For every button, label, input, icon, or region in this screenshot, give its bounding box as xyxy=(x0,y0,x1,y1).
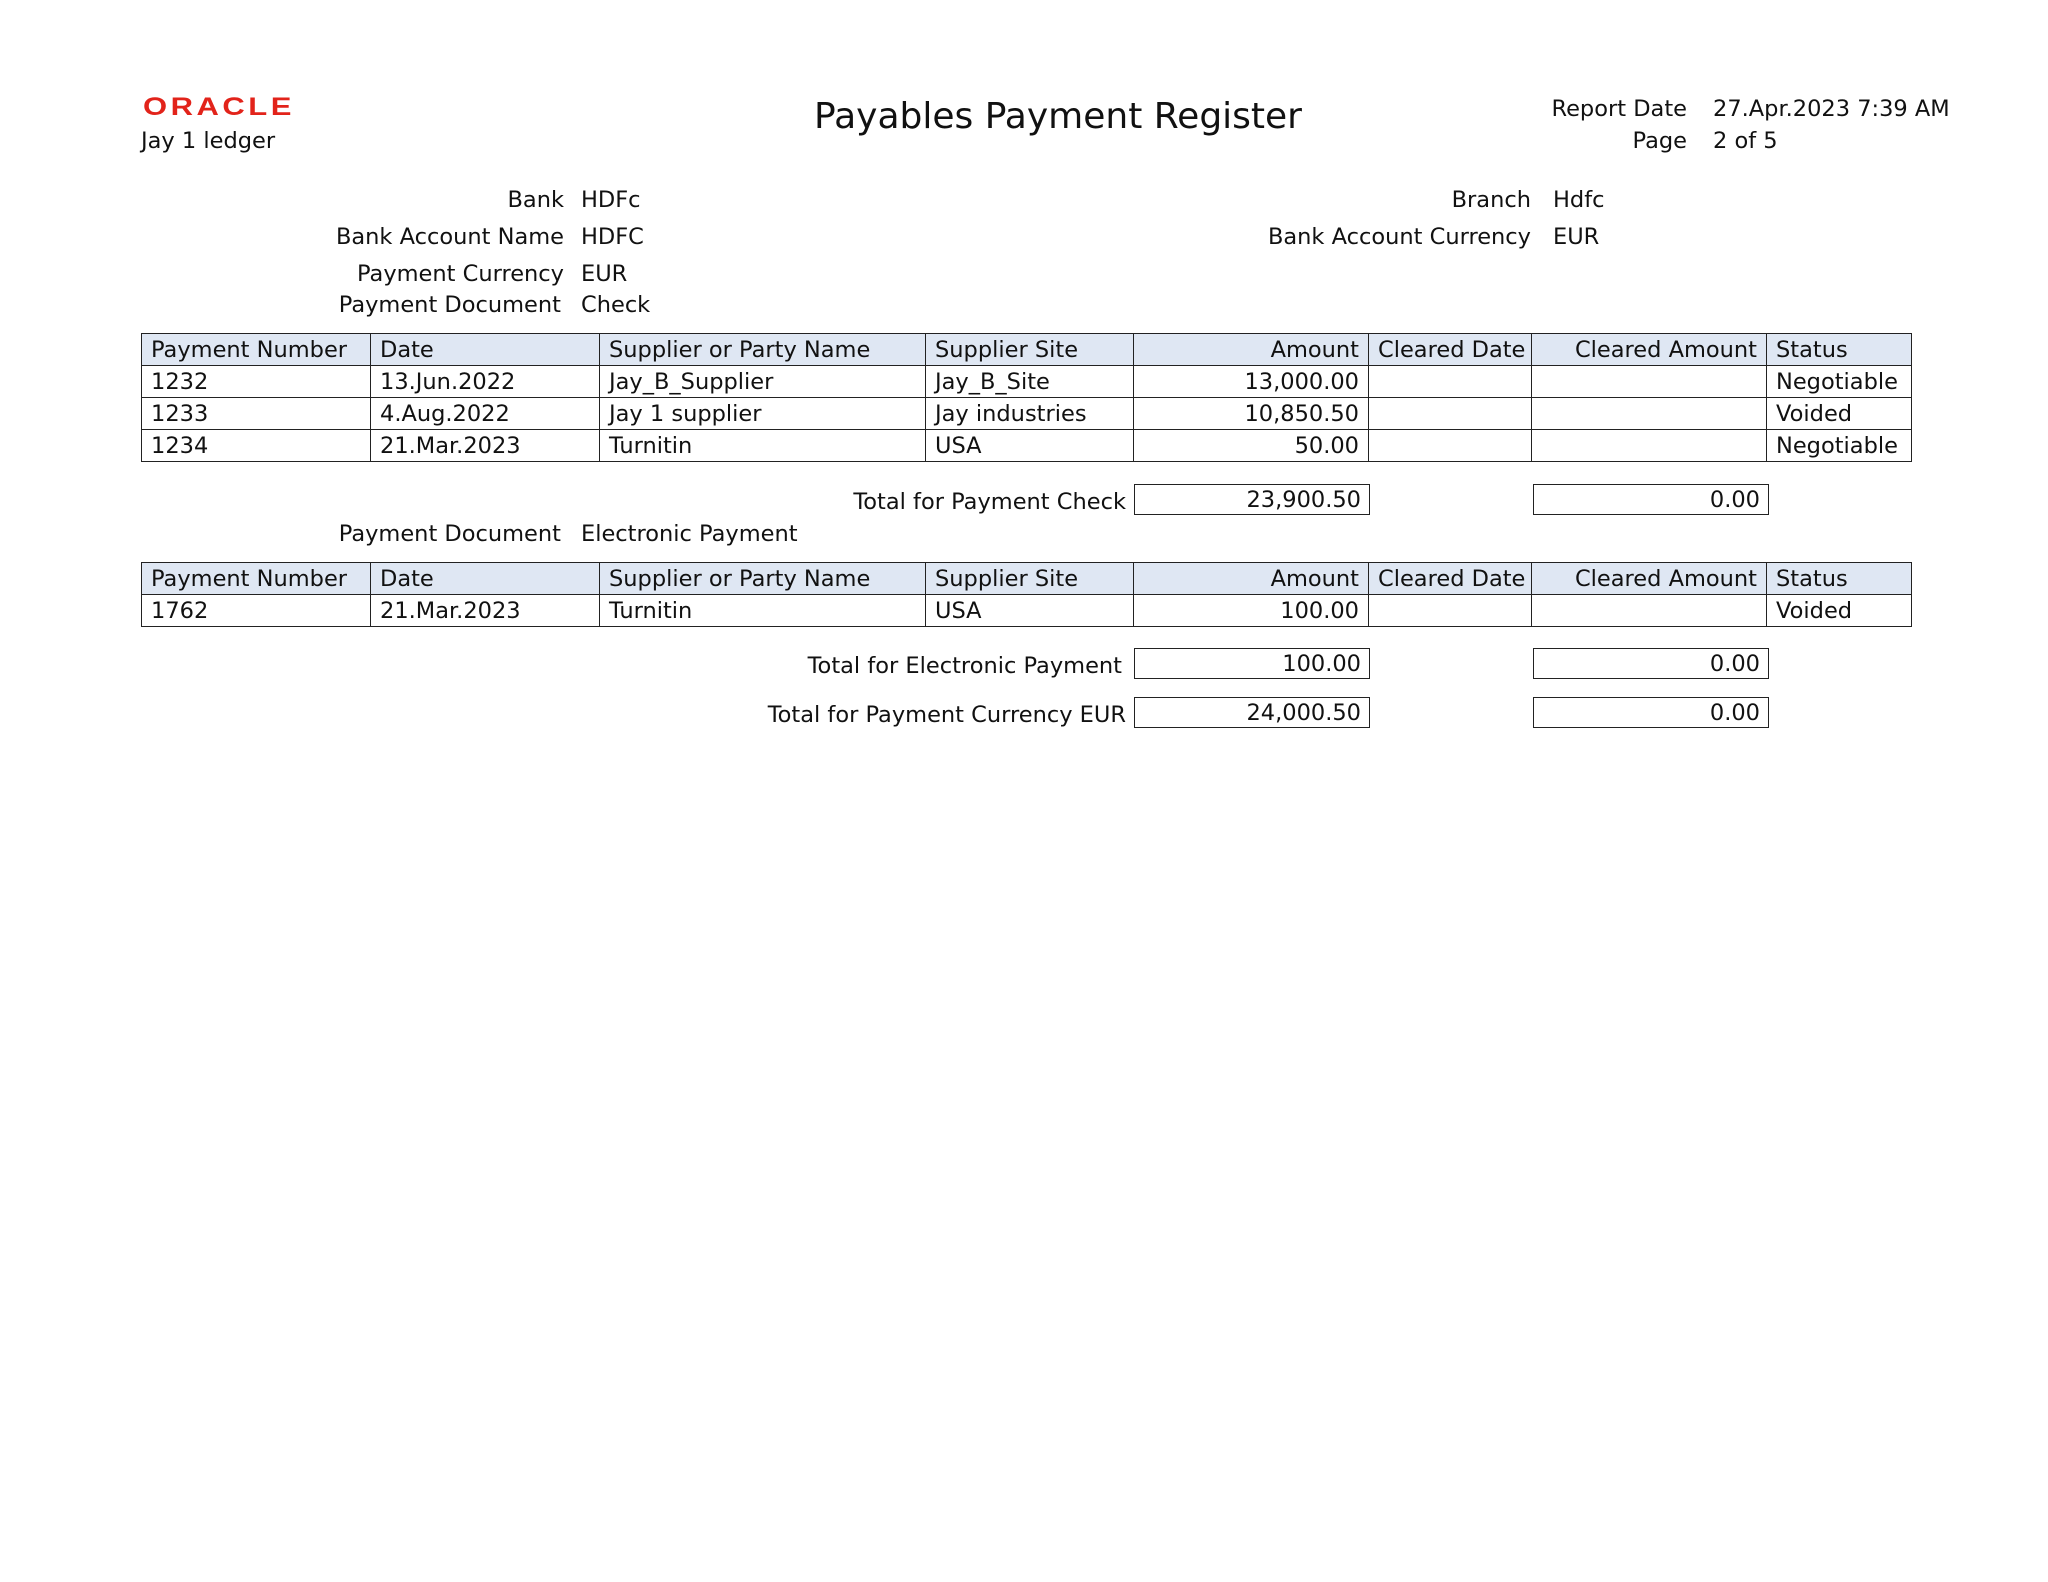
oracle-logo: ORACLE xyxy=(143,92,295,121)
col-cleared-date: Cleared Date xyxy=(1369,334,1532,366)
payment-currency-label: Payment Currency xyxy=(356,261,564,287)
table-row xyxy=(142,430,1912,462)
bank-value: HDFc xyxy=(581,187,641,213)
payment-number-cell: 1232 xyxy=(142,366,371,398)
cleared-date-cell xyxy=(1369,430,1532,462)
col-cleared-date: Cleared Date xyxy=(1369,563,1532,595)
status-cell: Voided xyxy=(1767,398,1912,430)
date-cell: 4.Aug.2022 xyxy=(371,398,600,430)
payment-currency-value: EUR xyxy=(581,261,628,287)
col-supplier-site: Supplier Site xyxy=(926,334,1134,366)
total-currency-amount: 24,000.50 xyxy=(1134,697,1370,728)
total-check-amount: 23,900.50 xyxy=(1134,484,1370,515)
supplier-name-cell: Turnitin xyxy=(600,430,926,462)
total-currency-label: Total for Payment Currency EUR xyxy=(767,702,1126,728)
report-date-label: Report Date xyxy=(1551,96,1687,122)
total-check-label: Total for Payment Check xyxy=(853,489,1126,515)
payment-document-label: Payment Document xyxy=(338,521,561,547)
table-row xyxy=(142,366,1912,398)
table-row xyxy=(142,398,1912,430)
check-payments-table xyxy=(141,333,1912,462)
bank-account-currency-label: Bank Account Currency xyxy=(1267,224,1531,250)
report-date-value: 27.Apr.2023 7:39 AM xyxy=(1713,96,1950,122)
amount-cell: 50.00 xyxy=(1134,430,1369,462)
payment-document-value: Electronic Payment xyxy=(581,521,798,547)
total-currency-cleared-amount: 0.00 xyxy=(1533,697,1769,728)
supplier-site-cell: Jay_B_Site xyxy=(926,366,1134,398)
electronic-payments-table xyxy=(141,562,1912,627)
cleared-date-cell xyxy=(1369,595,1532,627)
total-electronic-cleared-amount: 0.00 xyxy=(1533,648,1769,679)
bank-label: Bank xyxy=(507,187,564,213)
col-date: Date xyxy=(371,563,600,595)
table-header-row xyxy=(142,334,1912,366)
cleared-amount-cell xyxy=(1532,595,1767,627)
supplier-name-cell: Jay_B_Supplier xyxy=(600,366,926,398)
bank-account-currency-value: EUR xyxy=(1553,224,1600,250)
page-title: Payables Payment Register xyxy=(814,96,1302,137)
col-supplier-name: Supplier or Party Name xyxy=(600,334,926,366)
col-amount: Amount xyxy=(1134,563,1369,595)
cleared-amount-cell xyxy=(1532,366,1767,398)
col-supplier-name: Supplier or Party Name xyxy=(600,563,926,595)
status-cell: Negotiable xyxy=(1767,366,1912,398)
amount-cell: 10,850.50 xyxy=(1134,398,1369,430)
col-payment-number: Payment Number xyxy=(142,563,371,595)
col-cleared-amount: Cleared Amount xyxy=(1532,334,1767,366)
date-cell: 13.Jun.2022 xyxy=(371,366,600,398)
bank-account-name-value: HDFC xyxy=(581,224,644,250)
col-amount: Amount xyxy=(1134,334,1369,366)
col-cleared-amount: Cleared Amount xyxy=(1532,563,1767,595)
col-payment-number: Payment Number xyxy=(142,334,371,366)
cleared-amount-cell xyxy=(1532,398,1767,430)
date-cell: 21.Mar.2023 xyxy=(371,430,600,462)
amount-cell: 100.00 xyxy=(1134,595,1369,627)
col-supplier-site: Supplier Site xyxy=(926,563,1134,595)
status-cell: Negotiable xyxy=(1767,430,1912,462)
col-status: Status xyxy=(1767,334,1912,366)
supplier-site-cell: Jay industries xyxy=(926,398,1134,430)
payment-document-value: Check xyxy=(581,292,651,318)
supplier-name-cell: Turnitin xyxy=(600,595,926,627)
col-date: Date xyxy=(371,334,600,366)
cleared-date-cell xyxy=(1369,398,1532,430)
page-label: Page xyxy=(1632,128,1687,154)
supplier-site-cell: USA xyxy=(926,595,1134,627)
total-electronic-label: Total for Electronic Payment xyxy=(807,653,1122,679)
bank-account-name-label: Bank Account Name xyxy=(335,224,564,250)
date-cell: 21.Mar.2023 xyxy=(371,595,600,627)
cleared-amount-cell xyxy=(1532,430,1767,462)
payment-document-label: Payment Document xyxy=(338,292,561,318)
ledger-name: Jay 1 ledger xyxy=(141,128,276,154)
payment-number-cell: 1234 xyxy=(142,430,371,462)
supplier-site-cell: USA xyxy=(926,430,1134,462)
payment-number-cell: 1233 xyxy=(142,398,371,430)
status-cell: Voided xyxy=(1767,595,1912,627)
cleared-date-cell xyxy=(1369,366,1532,398)
table-header-row xyxy=(142,563,1912,595)
col-status: Status xyxy=(1767,563,1912,595)
branch-label: Branch xyxy=(1451,187,1531,213)
table-row xyxy=(142,595,1912,627)
total-electronic-amount: 100.00 xyxy=(1134,648,1370,679)
branch-value: Hdfc xyxy=(1553,187,1605,213)
total-check-cleared-amount: 0.00 xyxy=(1533,484,1769,515)
payment-number-cell: 1762 xyxy=(142,595,371,627)
supplier-name-cell: Jay 1 supplier xyxy=(600,398,926,430)
amount-cell: 13,000.00 xyxy=(1134,366,1369,398)
page-number: 2 of 5 xyxy=(1713,128,1778,154)
